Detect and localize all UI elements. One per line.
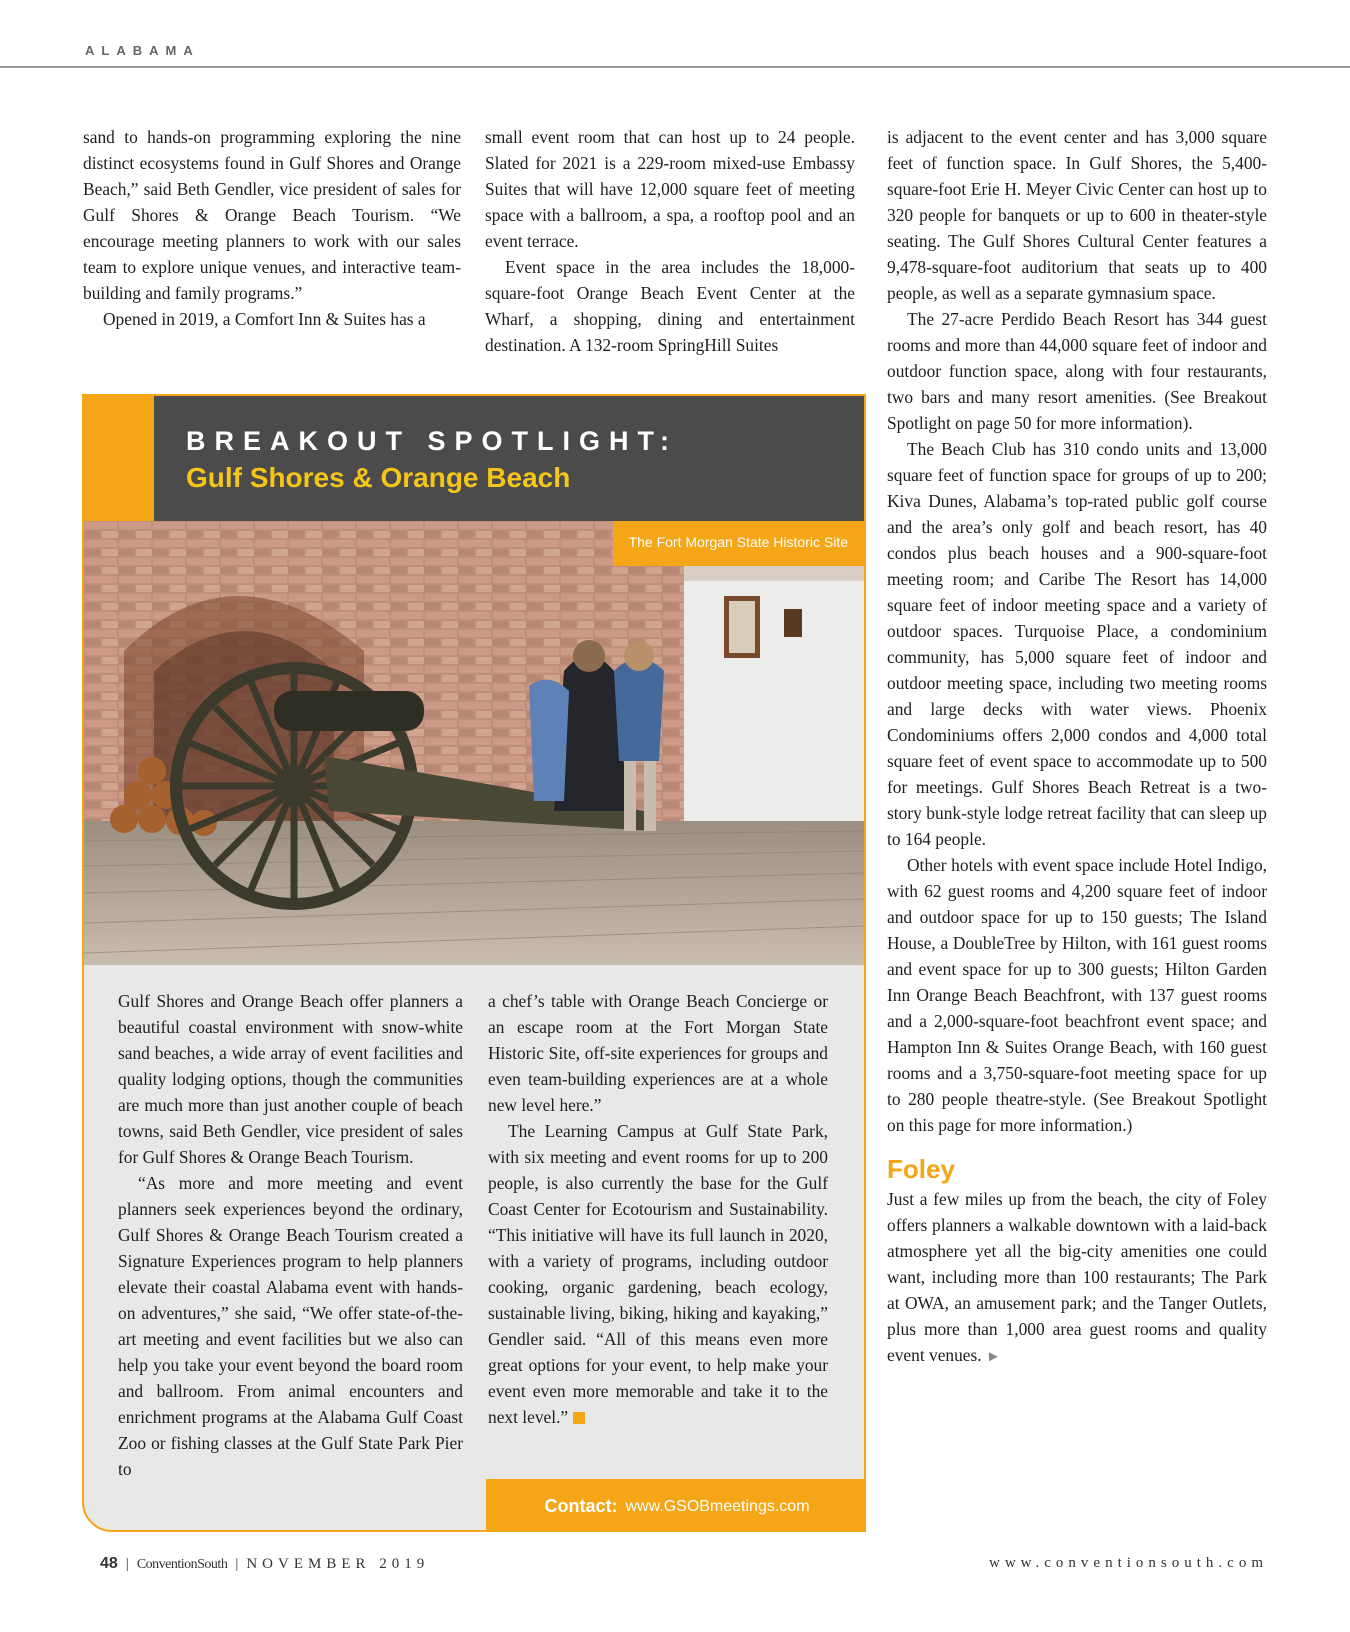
contact-label: Contact: xyxy=(544,1496,618,1516)
paragraph: Other hotels with event space include Hotel Indigo, with 62 guest rooms and 4,200 square feet of indoor and outdoor space for up to 150 guests; The Island House, a DoubleTree by Hilton, with 161 guest rooms and event space for up to 300 guests; Hilton Garden Inn Orange Beach Beachfront, with 137 guest rooms and a 2,000-square-foot beachfront event space; and Hampton Inn & Suites Orange Beach, with 160 guest rooms and a 3,750-square-foot meeting space for up to 280 people theatre-style. (See Breakout Spotlight on this page for more information.) xyxy=(887,855,1267,1135)
issue-date: NOVEMBER 2019 xyxy=(246,1556,430,1572)
paragraph-text: The Learning Campus at Gulf State Park, with six meeting and event rooms for up to 200 people, is also currently the base for the Gulf Coast Center for Ecotourism and Sustainability. “This initiative will have its full launch in 2020, with a variety of programs, including outdoor cooking, organic gardening, beach ecology, sustainable living, biking, hiking and kayaking,” Gendler said. “All of this means even more great options for your event, to help make your event even more memorable and take it to the next level.” xyxy=(488,1121,828,1427)
contact-bar xyxy=(486,1479,866,1532)
page-number: 48 xyxy=(100,1555,118,1572)
photo-caption: The Fort Morgan State Historic Site xyxy=(613,521,864,566)
sidebar-header xyxy=(154,396,864,521)
article-column-2 xyxy=(485,124,855,358)
sidebar-column-1 xyxy=(118,988,463,1482)
paragraph: a chef’s table with Orange Beach Concierge or an escape room at the Fort Morgan State Historic Site, off-site experiences for groups and even team-building experiences are at a whole new level here.” xyxy=(488,991,828,1115)
foley-heading: Foley xyxy=(887,1154,955,1184)
paragraph: The 27-acre Perdido Beach Resort has 344 guest rooms and more than 44,000 square feet of indoor and outdoor function space, along with four restaurants, two bars and many resort amenities. (See Breakout Spotlight on page 50 for more information). xyxy=(887,309,1267,433)
footer-left xyxy=(100,1555,429,1573)
paragraph xyxy=(488,1118,828,1430)
sidebar-title: Gulf Shores & Orange Beach xyxy=(186,462,571,493)
paragraph: small event room that can host up to 24 people. Slated for 2021 is a 229-room mixed-use Embassy Suites that will have 12,000 square feet of meeting space with a ballroom, a spa, a rooftop pool and an event terrace. xyxy=(485,127,855,251)
foley-paragraph xyxy=(887,1186,1267,1370)
article-column-3 xyxy=(887,124,1267,1370)
footer-separator: | xyxy=(125,1556,129,1572)
paragraph: is adjacent to the event center and has 3,000 square feet of function space. In Gulf Shores, the 5,400-square-foot Erie H. Meyer Civic Center can host up to 320 people for banquets or up to 600 in theater-style seating. The Gulf Shores Cultural Center features a 9,478-square-foot auditorium that seats up to 400 people, as well as a separate gymnasium space. xyxy=(887,127,1267,303)
article-column-1 xyxy=(83,124,461,332)
end-square-icon xyxy=(573,1412,585,1424)
paragraph: Event space in the area includes the 18,000-square-foot Orange Beach Event Center at the Wharf, a shopping, dining and entertainment destination. A 132-room SpringHill Suites xyxy=(485,257,855,355)
footer-separator: | xyxy=(235,1556,239,1572)
paragraph: Opened in 2019, a Comfort Inn & Suites has a xyxy=(103,309,426,329)
paragraph: “As more and more meeting and event planners seek experiences beyond the ordinary, Gulf Shores & Orange Beach Tourism created a Signature Experiences program to help planners elevate their coastal Alabama event with hands-on adventures,” she said, “We offer state-of-the-art meeting and event facilities but we also can help you take your event beyond the board room and ballroom. From animal encounters and enrichment programs at the Alabama Gulf Coast Zoo or fishing classes at the Gulf State Park Pier to xyxy=(118,1173,463,1479)
sidebar-kicker: BREAKOUT SPOTLIGHT: xyxy=(186,426,678,456)
magazine-name: ConventionSouth xyxy=(136,1557,228,1572)
sidebar-column-2 xyxy=(488,988,828,1430)
foley-text: Just a few miles up from the beach, the city of Foley offers planners a walkable downtown with a laid-back atmosphere yet all the big-city amenities one could want, including more than 100 restaurants; The Park at OWA, an amusement park; and the Tanger Outlets, plus more than 1,000 area guest rooms and quality event venues. xyxy=(887,1189,1267,1365)
accent-strip xyxy=(84,396,154,521)
fort-morgan-photo xyxy=(84,521,865,965)
paragraph: sand to hands-on programming exploring the nine distinct ecosystems found in Gulf Shores and Orange Beach,” said Beth Gendler, vice president of sales for Gulf Shores & Orange Beach Tourism. “We encourage meeting planners to work with our sales team to explore unique venues, and interactive team-building and family programs.” xyxy=(83,127,461,303)
section-label: ALABAMA xyxy=(85,43,200,58)
paragraph: Gulf Shores and Orange Beach offer planners a beautiful coastal environment with snow-white sand beaches, a wide array of event facilities and quality lodging options, though the communities are much more than just another couple of beach towns, said Beth Gendler, vice president of sales for Gulf Shores & Orange Beach Tourism. xyxy=(118,991,463,1167)
paragraph: The Beach Club has 310 condo units and 13,000 square feet of function space for groups of up to 200; Kiva Dunes, Alabama’s top-rated public golf course and the area’s only golf and beach resort, has 40 condos plus beach houses and a 900-square-foot meeting room; and Caribe The Resort has 14,000 square feet of indoor meeting space and a variety of outdoor spaces. Turquoise Place, a condominium community, has 5,000 square feet of indoor and outdoor meeting space, including two meeting rooms and large decks with water views. Phoenix Condominiums offers 2,000 condos and 4,000 total square feet of event space to accommodate up to 500 for meetings. Gulf Shores Beach Retreat is a two-story bunk-style lodge retreat facility that can sleep up to 164 people. xyxy=(887,439,1267,849)
contact-link[interactable]: www.GSOBmeetings.com xyxy=(625,1497,810,1515)
photo-illustration xyxy=(84,521,865,965)
website-link[interactable]: www.conventionsouth.com xyxy=(988,1555,1268,1571)
breakout-spotlight-sidebar xyxy=(82,394,866,1532)
header-rule xyxy=(0,66,1350,68)
continue-arrow-icon: ► xyxy=(986,1349,1001,1365)
